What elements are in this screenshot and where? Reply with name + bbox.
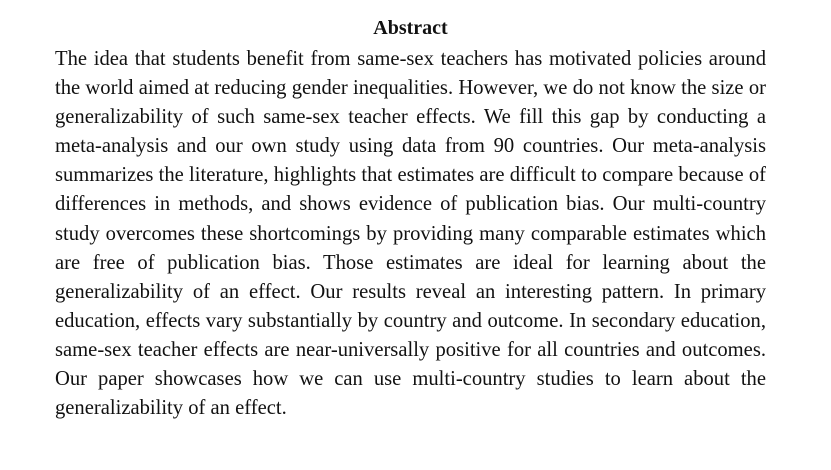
abstract-body-text: The idea that students benefit from same-sex teachers has motivated policies around the world aimed at reducing gender inequalities. However, we do not know the size or generalizability of such same-sex teacher effects. We fill this gap by conducting a meta-analysis and our own study using data from 90 countries. Our meta-analysis summarizes the literature, highlights that estimates are difficult to compare because of differences in methods, and shows evidence of publication bias. Our multi-country study overcomes these shortcomings by providing many comparable estimates which are free of publication bias. Those estimates are ideal for learning about the generalizability of an effect. Our results reveal an interesting pattern. In primary education, effects vary substantially by country and outcome. In secondary education, same-sex teacher effects are near-universally positive for all countries and outcomes. Our paper showcases how we can use multi-country studies to learn about the generalizability of an effect. [55, 48, 766, 420]
abstract-heading: Abstract [373, 17, 448, 39]
abstract-section [55, 14, 766, 423]
